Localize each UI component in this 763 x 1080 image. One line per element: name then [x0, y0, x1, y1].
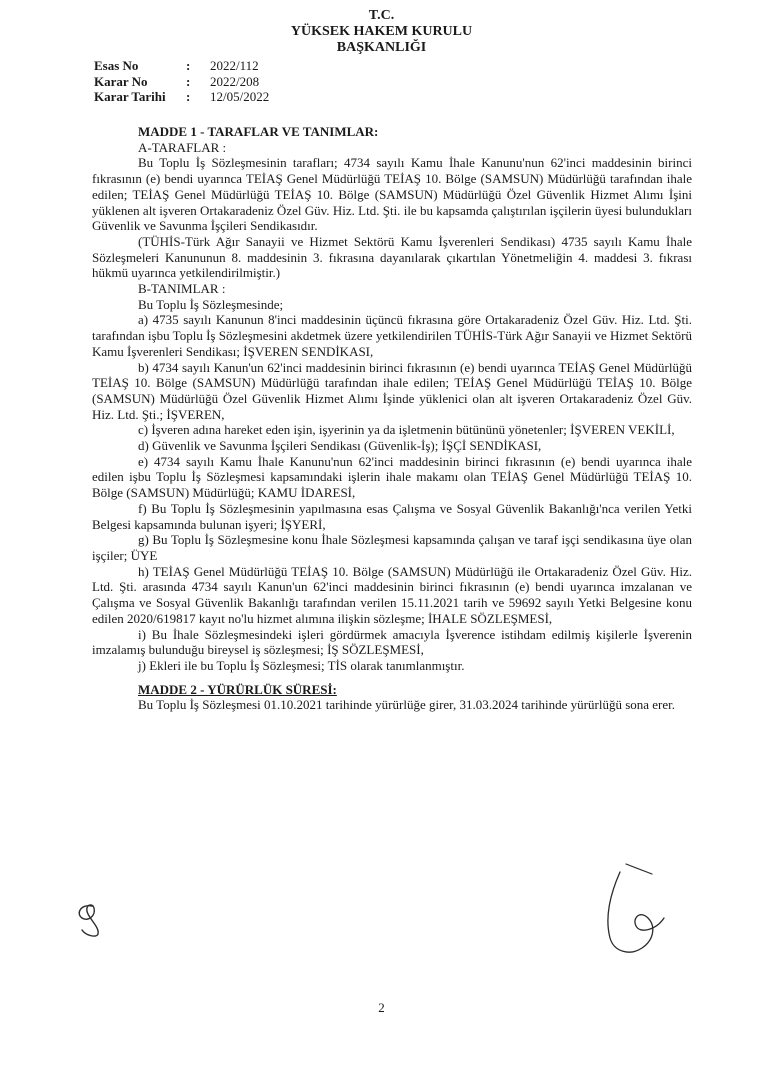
- definition-text: b) 4734 sayılı Kanun'un 62'inci maddesinin birinci fıkrasının (e) bendi uyarınca TEİAŞ Genel Müdürlüğü TEİAŞ 10. Bölge (SAMSUN) Müdürlüğü tarafından ihale edilen; TEİAŞ Genel Müdürlüğü TEİAŞ 10. Bölge (SAMSUN) Müdürlüğü Özel Güvenlik Hizmet Alımı İşinde yüklenici olan alt işveren Ortakaradeniz Özel Güv. Hiz. Ltd. Şti.;: [92, 359, 692, 422]
- meta-value: 12/05/2022: [210, 89, 270, 104]
- definition-text: a) 4735 sayılı Kanunun 8'inci maddesinin üçüncü fıkrasına göre Ortakaradeniz Özel Güv. Hiz. Ltd. Şti. tarafından işbu Toplu İş Sözleşmesini akdetmek üzere yetkilendirilen TÜHİS-Türk Ağır Sanayii ve Hizmet Sektörü Kamu İşverenleri Sendikası;: [92, 312, 692, 359]
- definition-text: g) Bu Toplu İş Sözleşmesine konu İhale Sözleşmesi kapsamında çalışan ve taraf işçi sendikasına üye olan işçiler;: [92, 532, 692, 563]
- definition-term: İŞÇİ SENDİKASI,: [441, 438, 542, 454]
- section-title-madde-2: MADDE 2 - YÜRÜRLÜK SÜRESİ:: [138, 681, 337, 697]
- section-title-madde-1: MADDE 1 - TARAFLAR VE TANIMLAR:: [138, 124, 379, 139]
- definition-term: KAMU İDARESİ,: [257, 485, 356, 501]
- header-department: BAŞKANLIĞI: [336, 40, 427, 55]
- meta-label: Karar Tarihi: [94, 89, 166, 104]
- meta-label: Esas No: [94, 58, 139, 73]
- definition-term: İŞYERİ,: [280, 516, 326, 532]
- meta-value: 2022/112: [210, 58, 259, 73]
- definition-text: d) Güvenlik ve Savunma İşçileri Sendikası (Güvenlik-İş);: [138, 438, 439, 454]
- document-header: [0, 8, 763, 56]
- definition-item-j: j) Ekleri ile bu Toplu İş Sözleşmesi; TİS olarak tanımlanmıştır.: [138, 657, 465, 673]
- definition-term: İŞVEREN,: [166, 406, 225, 422]
- definition-text: h) TEİAŞ Genel Müdürlüğü TEİAŞ 10. Bölge (SAMSUN) Müdürlüğü ile Ortakaradeniz Özel Güv. Hiz. Ltd. Şti. arasında 4734 sayılı Kanun'un 62'inci maddesinin birinci fıkrasının (e) bendi uyarınca imzalanan ve Çalışma ve Sosyal Güvenlik Bakanlığı tarafından verilen 15.11.2021 tarih ve 59692 sayılı Yetki Belgesine konu edilen 2020/619817 kayıt no'lu hizmet alımına ilişkin sözleşme;: [92, 563, 692, 626]
- definition-item-i: [92, 627, 692, 658]
- meta-colon: :: [186, 89, 191, 104]
- definition-text: c) İşveren adına hareket eden işin, işyerinin ya da işletmenin bütününü yönetenler;: [138, 422, 567, 438]
- definition-item-g: [92, 532, 692, 563]
- definition-item-h: [92, 564, 692, 627]
- handwritten-initial: [70, 900, 114, 940]
- signature: [590, 860, 680, 970]
- definition-item-f: [92, 501, 692, 532]
- paragraph-tuhis: (TÜHİS-Türk Ağır Sanayii ve Hizmet Sektörü Kamu İşverenleri Sendikası) 4735 sayılı Kamu İhale Sözleşmeleri Kanununun 8. maddesinin 3. fıkrasına dayanılarak çıkartılan Yönetmeliğin 4. maddesi 3. fıkrası hükmü uyarınca yetkilendirilmiştir.): [92, 233, 692, 281]
- document-body: [92, 124, 692, 713]
- definition-term: İŞVEREN VEKİLİ,: [570, 422, 675, 438]
- definition-text: i) Bu İhale Sözleşmesindeki işleri gördürmek amacıyla İşverence istihdam edilmiş kişilerle İşverenin imzalamış bulunduğu bireysel iş sözleşmesi;: [92, 626, 692, 658]
- definition-item-b: [92, 360, 692, 423]
- definition-text: f) Bu Toplu İş Sözleşmesinin yapılmasına esas Çalışma ve Sosyal Güvenlik Bakanlığı'nca verilen Yetki Belgesi kapsamında bulunan işyeri;: [92, 500, 692, 532]
- definition-text: e) 4734 sayılı Kamu İhale Kanunu'nun 62'inci maddesinin birinci fıkrasının (e) bendi uyarınca ihale edilen işbu Toplu İş Sözleşmesi kapsamındaki işlerin ihale makamı olan TEİAŞ Genel Müdürlüğü TEİAŞ 10. Bölge (SAMSUN) Müdürlüğü;: [92, 453, 692, 501]
- definition-term: İHALE SÖZLEŞMESİ,: [427, 610, 553, 626]
- definition-item-a: [92, 312, 692, 359]
- meta-row-karar: [94, 74, 269, 90]
- paragraph-yururluk: Bu Toplu İş Sözleşmesi 01.10.2021 tarihinde yürürlüğe girer, 31.03.2024 tarihinde yürürlüğü sona erer.: [138, 697, 676, 713]
- subheading-taraflar: A-TARAFLAR :: [138, 139, 227, 155]
- paragraph-taraflar: Bu Toplu İş Sözleşmesinin tarafları; 4734 sayılı Kamu İhale Kanunu'nun 62'inci maddesinin birinci fıkrasının (e) bendi uyarınca TEİAŞ Genel Müdürlüğü TEİAŞ 10. Bölge (SAMSUN) Müdürlüğü tarafından ihale edilen; TEİAŞ Genel Müdürlüğü TEİAŞ 10. Bölge (SAMSUN) Müdürlüğü Özel Güvenlik Hizmet Alımı İşini yüklenen alt işveren Ortakaradeniz Özel Güv. Hiz. Ltd. Şti. ile bu kapsamda çalıştırılan işçilerin üyesi bulundukları Güvenlik ve Savunma İşçileri Sendikasıdır.: [92, 155, 692, 234]
- meta-row-esas: [94, 58, 269, 74]
- subheading-tanimlar: B-TANIMLAR :: [138, 281, 226, 297]
- definition-item-d: [92, 438, 692, 454]
- definition-term: İŞVEREN SENDİKASI,: [243, 343, 374, 359]
- meta-colon: :: [186, 73, 191, 89]
- page-number: 2: [378, 1000, 385, 1015]
- header-institution: YÜKSEK HAKEM KURULU: [290, 24, 473, 39]
- definition-item-e: [92, 454, 692, 501]
- paragraph-tanimlar-intro: Bu Toplu İş Sözleşmesinde;: [138, 296, 284, 312]
- meta-row-karar-tarihi: [94, 89, 269, 105]
- meta-colon: :: [186, 58, 191, 73]
- definition-item-c: [92, 422, 692, 438]
- definition-term: İŞ SÖZLEŞMESİ,: [327, 642, 424, 658]
- meta-label: Karar No: [94, 73, 148, 89]
- case-metadata: [94, 58, 269, 105]
- meta-value: 2022/208: [210, 73, 260, 89]
- header-tc: T.C.: [368, 8, 395, 23]
- definition-term: ÜYE: [130, 547, 158, 563]
